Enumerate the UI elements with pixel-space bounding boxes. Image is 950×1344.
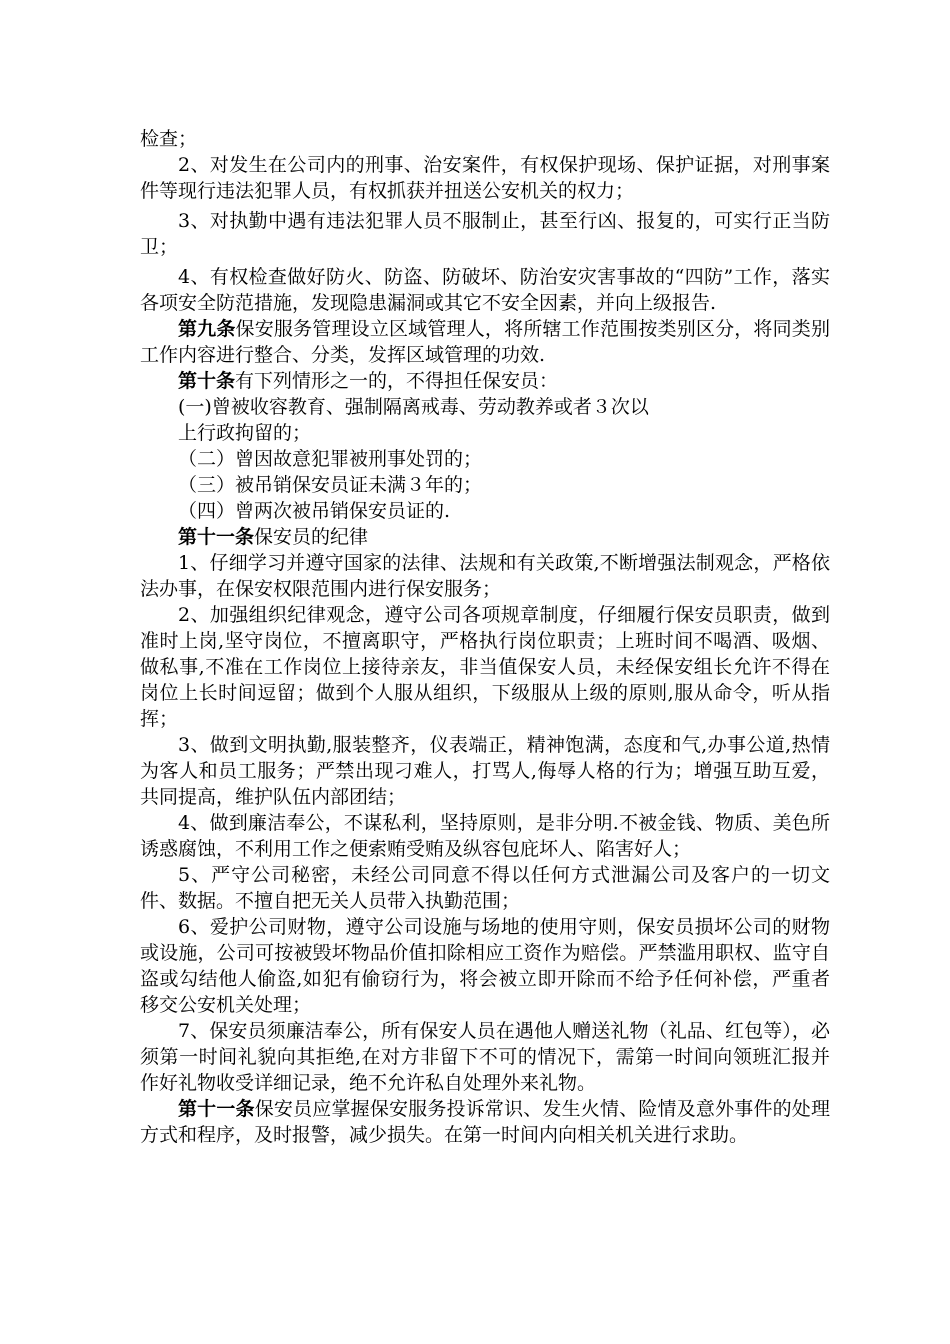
- discipline-item-3: 3、做到文明执勤,服装整齐，仪表端正，精神饱满，态度和气,办事公道,热情为客人和员工服务；严禁出现刁难人，打骂人,侮辱人格的行为；增强互助互爱，共同提高，维护队伍内部团结；: [140, 734, 830, 808]
- article-11-discipline-heading: 第十一条: [178, 526, 255, 548]
- article-11-discipline: [140, 524, 830, 550]
- article-10-item: （三）被吊销保安员证未满３年的；: [178, 474, 483, 496]
- article-11-discipline-body: 保安员的纪律: [254, 526, 369, 548]
- article-9: [140, 316, 830, 368]
- article-10-heading: 第十条: [178, 370, 236, 392]
- discipline-item-2: 2、加强组织纪律观念，遵守公司各项规章制度，仔细履行保安员职责，做到准时上岗,坚守岗位，不擅离职守，严格执行岗位职责；上班时间不喝酒、吸烟、做私事,不准在工作岗位上接待亲友，非当值保安人员，未经保安组长允许不得在岗位上长时间逗留；做到个人服从组织，下级服从上级的原则,服从命令，听从指挥；: [140, 604, 830, 730]
- article-11-emergency: [140, 1096, 830, 1148]
- discipline-item-1: 1、仔细学习并遵守国家的法律、法规和有关政策,不断增强法制观念，严格依法办事，在保安权限范围内进行保安服务；: [140, 552, 830, 600]
- article-9-body: 保安服务管理设立区域管理人，将所辖工作范围按类别区分，将同类别工作内容进行整合、分类，发挥区域管理的功效.: [140, 318, 830, 366]
- power-item-4: 4、有权检查做好防火、防盗、防破坏、防治安灾害事故的“四防”工作，落实各项安全防范措施，发现隐患漏洞或其它不安全因素，并向上级报告.: [140, 266, 830, 314]
- article-10-item: （四）曾两次被吊销保安员证的.: [178, 500, 451, 522]
- power-item-2: 2、对发生在公司内的刑事、治安案件，有权保护现场、保护证据，对刑事案件等现行违法犯罪人员，有权抓获并扭送公安机关的权力；: [140, 154, 830, 202]
- power-item-3: 3、对执勤中遇有违法犯罪人员不服制止，甚至行凶、报复的，可实行正当防卫；: [140, 210, 830, 258]
- article-9-heading: 第九条: [178, 318, 236, 340]
- article-10-body: 有下列情形之一的，不得担任保安员：: [235, 370, 559, 392]
- article-10: [140, 368, 830, 394]
- discipline-item-5: 5、严守公司秘密，未经公司同意不得以任何方式泄漏公司及客户的一切文件、数据。不擅自把无关人员带入执勤范围；: [140, 864, 830, 912]
- article-11-emergency-heading: 第十一条: [178, 1098, 255, 1120]
- article-10-item: 上行政拘留的；: [178, 422, 312, 444]
- article-10-item: (一)曾被收容教育、强制隔离戒毒、劳动教养或者３次以: [178, 396, 649, 418]
- discipline-item-6: 6、爱护公司财物，遵守公司设施与场地的使用守则，保安员损坏公司的财物或设施，公司可按被毁坏物品价值扣除相应工资作为赔偿。严禁滥用职权、监守自盗或勾结他人偷盗,如犯有偷窃行为，将会被立即开除而不给予任何补偿，严重者移交公安机关处理；: [140, 916, 830, 1016]
- article-10-item: （二）曾因故意犯罪被刑事处罚的；: [178, 448, 483, 470]
- article-11-emergency-body: 保安员应掌握保安服务投诉常识、发生火情、险情及意外事件的处理方式和程序，及时报警，减少损失。在第一时间内向相关机关进行求助。: [140, 1098, 830, 1146]
- intro-tail: 检查；: [140, 128, 198, 150]
- document-body: [140, 126, 830, 1148]
- discipline-item-4: 4、做到廉洁奉公，不谋私利，坚持原则，是非分明.不被金钱、物质、美色所诱惑腐蚀，不利用工作之便索贿受贿及纵容包庇坏人、陷害好人；: [140, 812, 830, 860]
- discipline-item-7: 7、保安员须廉洁奉公，所有保安人员在遇他人赠送礼物（礼品、红包等），必须第一时间礼貌向其拒绝,在对方非留下不可的情况下，需第一时间向领班汇报并作好礼物收受详细记录，绝不允许私自处理外来礼物。: [140, 1020, 830, 1094]
